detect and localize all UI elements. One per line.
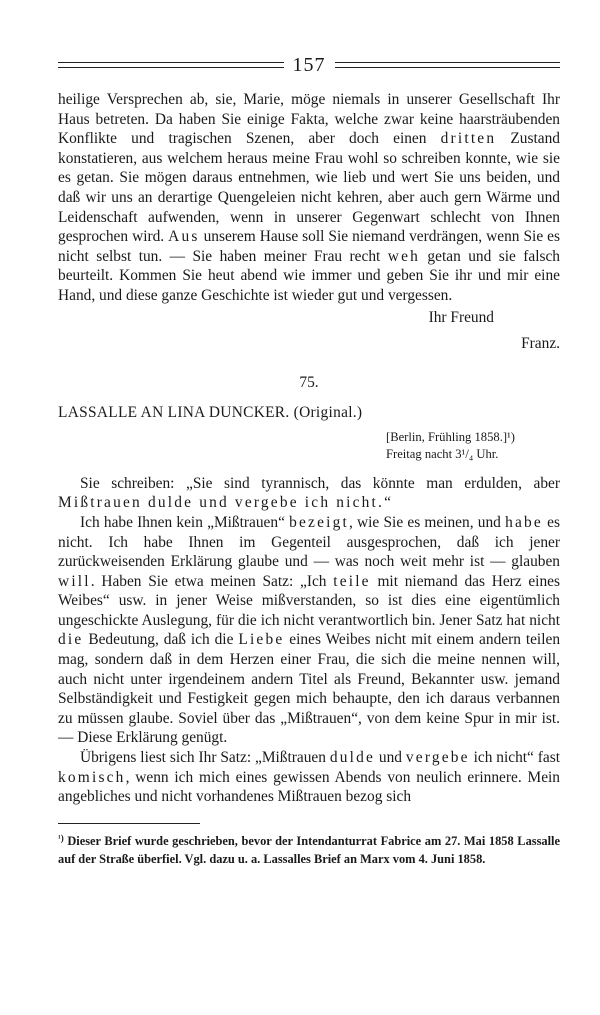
text-run: heilige Versprechen ab, sie, Marie, möge niemals in unserer Gesellschaft Ihr Haus betreten. Da haben Sie einige Fakta, welche zwar keine haarsträubenden Konflikte und tragischen Szenen, aber doch einen [58, 91, 560, 148]
dateline-place: [Berlin, Frühling 1858.]¹) [386, 429, 515, 444]
spaced-text: will [58, 572, 91, 590]
spaced-text: dritten [440, 130, 497, 148]
closing-signature: Franz. [521, 335, 560, 353]
closing-salutation: Ihr Freund [428, 308, 494, 326]
book-page [58, 48, 560, 869]
text-run: mit niemand das Herz eines Weibes“ usw. in jener Weise mißverstanden, so ist dies eine eigentümlich ungeschickte Auslegung, für die ich nicht verantwortlich bin. Jener Satz hat nicht [58, 572, 560, 629]
text-run: . Haben Sie etwa meinen Satz: „Ich [90, 572, 334, 590]
spaced-text: teile [333, 572, 371, 590]
prev-letter-paragraph [58, 90, 560, 306]
text-run: unserem Hause soll Sie niemand verdrängen, wenn Sie es nicht selbst tun. — Sie haben meiner Frau recht [58, 228, 560, 265]
page-number: 157 [292, 53, 326, 76]
text-run: , wie Sie es meinen, und [348, 513, 506, 531]
letter-paragraph-2 [58, 513, 560, 748]
text-run: Übrigens liest sich Ihr Satz: „Mißtrauen [80, 749, 330, 767]
spaced-text: komisch [58, 768, 126, 786]
text-run: Bedeutung, daß ich die [83, 631, 239, 649]
footnote-marker: ¹) [58, 832, 64, 843]
letter-paragraph-3 [58, 748, 560, 807]
text-run: Ich habe Ihnen kein „Mißtrauen“ [80, 513, 290, 531]
spaced-text: weh [387, 247, 420, 265]
spaced-text: vergebe [405, 749, 470, 767]
letter-dateline [58, 429, 560, 463]
spaced-text: bezeigt [289, 513, 349, 531]
spaced-text: habe [505, 513, 543, 531]
footnote [58, 829, 560, 869]
text-run: es nicht. Ich habe Ihnen im Gegenteil ausgesprochen, daß ich jener zurückweisenden Erklärung glaube und — was noch weit mehr ist — glauben [58, 513, 560, 571]
text-run: Sie schreiben: „Sie sind tyrannisch, das könnte man erdulden, aber [80, 474, 560, 492]
spaced-text: dulde [329, 749, 376, 767]
spaced-text: Aus [168, 228, 200, 246]
letter-number: 75. [299, 373, 319, 391]
text-run: getan und sie falsch beurteilt. Kommen Sie heut abend wie immer und geben Sie ihr und mir eine Hand, und diese ganze Geschichte ist wieder gut und vergessen. [58, 247, 560, 304]
page-header [58, 48, 560, 82]
text-run: , wenn ich mich eines gewissen Abends von neulich erinnere. Mein angebliches und nicht vorhandenes Mißtrauen bezog sich [58, 768, 560, 806]
footnote-rule [58, 823, 200, 824]
text-run: “ [384, 494, 391, 512]
letter-title: LASSALLE AN LINA DUNCKER. (Original.) [58, 403, 363, 421]
text-run: eines Weibes nicht mit einem andern teilen mag, sondern daß in dem Herzen einer Frau, die sich die meine nennen will, auch nicht unter irgendeinem andern Titel als Freund, Bekannter usw. jemand Selbständigkeit und Festigkeit gegen mich behaupte, den ich daraus verbannen zu müssen glaube. Soviel über das „Mißtrauen“, von dem keine Spur in mir ist. — Diese Erklärung genügt. [58, 631, 561, 747]
footnote-text: Dieser Brief wurde geschrieben, bevor der Intendanturrat Fabrice am 27. Mai 1858 Lassalle auf der Straße überfiel. Vgl. dazu u. a. Lassalles Brief an Marx vom 4. Juni 1858. [58, 833, 560, 867]
text-run: ich nicht“ fast [469, 749, 560, 767]
spaced-text: die [58, 631, 84, 649]
text-run: und [375, 749, 406, 767]
spaced-text: Mißtrauen dulde und vergebe ich nicht. [58, 494, 385, 512]
letter-paragraph-1 [58, 474, 560, 513]
spaced-text: Liebe [238, 631, 285, 649]
text-run: Zustand konstatieren, aus welchem heraus meine Frau wohl so schreiben konnte, wie sie es getan. Sie mögen daraus entnehmen, wie lieb und wert Sie uns beiden, und daß wir uns an derartige Quengeleien nicht kehren, aber auch gern Wärme und Leidenschaft aufwenden, wenn in unserer Gegenwart schlecht von Ihnen gesprochen wird. [58, 130, 560, 246]
dateline-time: Freitag nacht 3¹/₄ Uhr. [386, 446, 499, 461]
header-rule-left [58, 62, 284, 68]
header-rule-right [335, 62, 561, 68]
